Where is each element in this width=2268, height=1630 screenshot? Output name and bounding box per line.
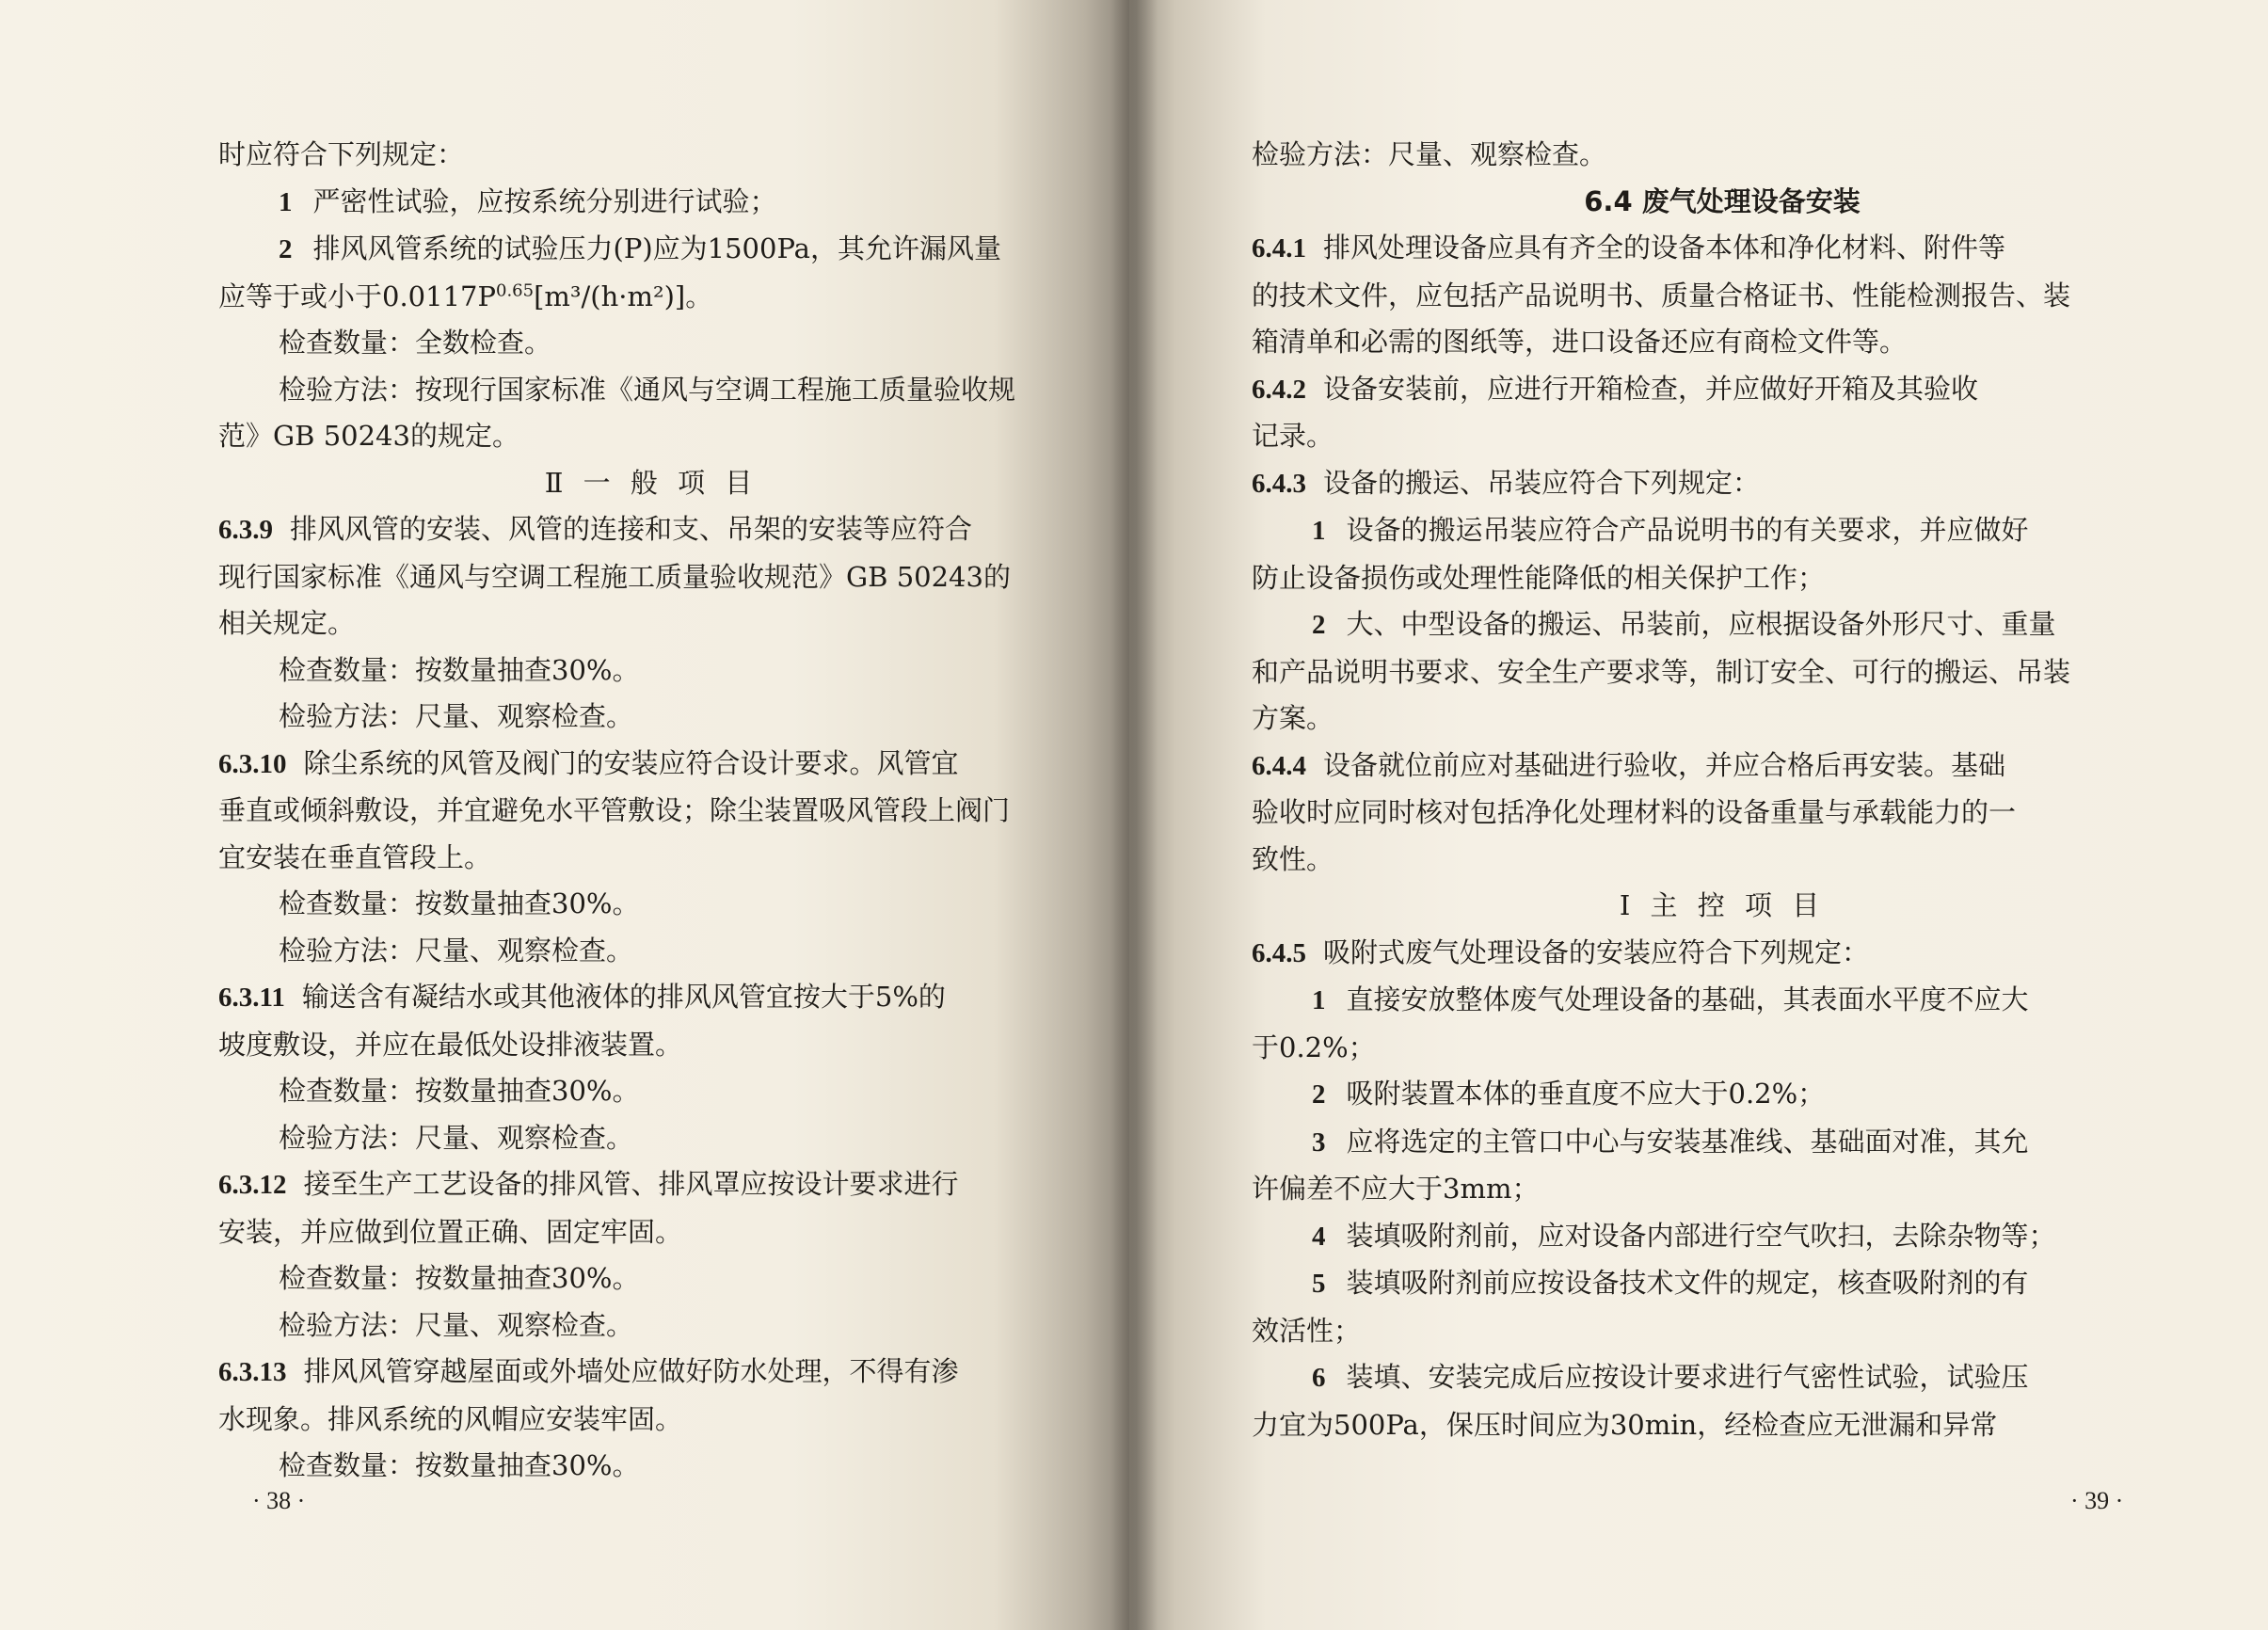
line-text: 现行国家标准《通风与空调工程施工质量验收规范》GB 50243的 [218, 560, 1011, 593]
line-text: 范》GB 50243的规定。 [218, 420, 519, 452]
line-text: Ⅱ 一 般 项 目 [544, 466, 759, 499]
line-text: 相关规定。 [218, 607, 356, 639]
line-text: 排风风管的安装、风管的连接和支、吊架的安装等应符合 [290, 513, 973, 545]
text-line [1252, 1354, 2193, 1402]
text-line [218, 1443, 1084, 1490]
page-number-left: · 38 · [252, 1487, 306, 1514]
text-line [1252, 1213, 2193, 1261]
text-line [218, 506, 1084, 554]
text-line [218, 1068, 1084, 1115]
line-text: 检查数量：按数量抽查30%。 [279, 1449, 640, 1481]
text-line [1252, 132, 2193, 179]
item-number: 1 [1312, 516, 1326, 546]
text-line [1252, 273, 2193, 320]
line-text: 吸附装置本体的垂直度不应大于0.2%； [1346, 1078, 1826, 1110]
line-text: 检验方法：尺量、观察检查。 [279, 1308, 634, 1341]
text-line [218, 554, 1084, 601]
line-text: 和产品说明书要求、安全生产要求等，制订安全、可行的搬运、吊装 [1252, 655, 2071, 688]
line-text: 的技术文件，应包括产品说明书、质量合格证书、性能检测报告、装 [1252, 279, 2071, 312]
line-text: 致性。 [1252, 842, 1334, 875]
line-text: Ⅰ 主 控 项 目 [1619, 889, 1826, 921]
subsection-heading [218, 460, 1084, 507]
text-line [1252, 1166, 2193, 1213]
line-text: 检查数量：全数检查。 [279, 327, 552, 359]
line-text: 设备安装前，应进行开箱检查，并应做好开箱及其验收 [1323, 372, 1979, 405]
item-number: 2 [279, 234, 293, 264]
text-line [218, 1115, 1084, 1162]
line-text: 设备的搬运、吊装应符合下列规定： [1323, 466, 1761, 499]
text-line [218, 179, 1084, 227]
line-text: 大、中型设备的搬运、吊装前，应根据设备外形尺寸、重量 [1346, 608, 2056, 640]
text-line [1252, 1025, 2193, 1072]
item-number: 1 [1312, 985, 1326, 1015]
line-text: 应等于或小于0.0117P [218, 280, 496, 312]
line-text: 验收时应同时核对包括净化处理材料的设备重量与承载能力的一 [1252, 796, 2017, 828]
line-text: 于0.2%； [1252, 1031, 1376, 1063]
text-line [218, 694, 1084, 741]
text-line [218, 1255, 1084, 1302]
text-line [218, 881, 1084, 928]
line-text: 记录。 [1252, 420, 1334, 452]
line-text: 排风处理设备应具有齐全的设备本体和净化材料、附件等 [1323, 232, 2006, 264]
text-line [1252, 930, 2193, 978]
clause-number: 6.4.5 [1252, 937, 1306, 968]
text-line [218, 788, 1084, 835]
text-line [218, 1022, 1084, 1069]
line-text: 方案。 [1252, 702, 1334, 734]
text-line [1252, 366, 2193, 414]
item-number: 1 [279, 186, 293, 217]
text-line [1252, 695, 2193, 743]
line-text: 排风风管穿越屋面或外墙处应做好防水处理，不得有渗 [303, 1355, 959, 1387]
text-line [1252, 743, 2193, 791]
text-line [1252, 1119, 2193, 1167]
clause-number: 6.3.9 [218, 515, 273, 545]
line-text: 严密性试验，应按系统分别进行试验； [312, 184, 777, 217]
text-line [1252, 319, 2193, 366]
line-text: 直接安放整体废气处理设备的基础，其表面水平度不应大 [1346, 983, 2029, 1015]
text-line [1252, 790, 2193, 837]
text-line [1252, 413, 2193, 460]
line-text: 6.4 废气处理设备安装 [1584, 184, 1861, 217]
text-line [1252, 507, 2193, 555]
text-line [218, 741, 1084, 789]
line-text: 装填吸附剂前应按设备技术文件的规定，核查吸附剂的有 [1346, 1267, 2029, 1299]
line-text: 设备的搬运吊装应符合产品说明书的有关要求，并应做好 [1346, 514, 2029, 546]
line-text: 检验方法：尺量、观察检查。 [279, 1121, 634, 1154]
line-text: 力宜为500Pa，保压时间应为30min，经检查应无泄漏和异常 [1252, 1408, 1998, 1441]
text-line [218, 1397, 1084, 1444]
text-line [218, 974, 1084, 1022]
line-text: 时应符合下列规定： [218, 138, 465, 170]
line-text-continued: [m³/(h·m²)]。 [534, 280, 713, 312]
line-text: 检验方法：尺量、观察检查。 [279, 700, 634, 732]
text-column-left [218, 132, 1084, 1490]
line-text: 应将选定的主管口中心与安装基准线、基础面对准，其允 [1346, 1125, 2029, 1158]
line-text: 输送含有凝结水或其他液体的排风风管宜按大于5%的 [301, 981, 946, 1013]
line-text: 箱清单和必需的图纸等，进口设备还应有商检文件等。 [1252, 326, 1908, 358]
text-line [1252, 649, 2193, 696]
text-line [1252, 460, 2193, 508]
text-line [218, 320, 1084, 367]
item-number: 2 [1312, 610, 1326, 640]
line-text: 除尘系统的风管及阀门的安装应符合设计要求。风管宜 [303, 746, 959, 779]
text-line [218, 647, 1084, 695]
clause-number: 6.3.12 [218, 1170, 287, 1200]
text-line [1252, 1308, 2193, 1355]
item-number: 6 [1312, 1363, 1326, 1393]
clause-number: 6.4.1 [1252, 233, 1306, 264]
section-title [1252, 179, 2193, 226]
line-text: 装填、安装完成后应按设计要求进行气密性试验，试验压 [1346, 1361, 2029, 1393]
text-line [218, 1209, 1084, 1256]
text-line [218, 928, 1084, 975]
text-line [218, 274, 1084, 321]
text-line [218, 600, 1084, 647]
line-text: 检查数量：按数量抽查30%。 [279, 887, 640, 919]
clause-number: 6.3.13 [218, 1357, 287, 1387]
text-line [1252, 601, 2193, 649]
line-text: 排风风管系统的试验压力(P)应为1500Pa，其允许漏风量 [312, 232, 1001, 264]
line-text: 水现象。排风系统的风帽应安装牢固。 [218, 1402, 683, 1435]
line-text: 效活性； [1252, 1314, 1362, 1347]
text-line [218, 835, 1084, 882]
line-text: 安装，并应做到位置正确、固定牢固。 [218, 1215, 683, 1248]
text-line [218, 226, 1084, 274]
text-line [1252, 225, 2193, 273]
text-line [1252, 1402, 2193, 1449]
item-number: 5 [1312, 1269, 1326, 1299]
text-line [218, 1349, 1084, 1397]
text-line [1252, 977, 2193, 1025]
line-text: 坡度敷设，并应在最低处设排液装置。 [218, 1028, 683, 1061]
line-text: 检查数量：按数量抽查30%。 [279, 1075, 640, 1107]
line-text: 接至生产工艺设备的排风管、排风罩应按设计要求进行 [303, 1168, 959, 1200]
line-text: 吸附式废气处理设备的安装应符合下列规定： [1323, 935, 1870, 968]
text-line [1252, 1260, 2193, 1308]
line-text: 检查数量：按数量抽查30%。 [279, 1262, 640, 1294]
line-text: 检验方法：尺量、观察检查。 [1252, 138, 1607, 170]
line-text: 装填吸附剂前，应对设备内部进行空气吹扫，去除杂物等； [1346, 1219, 2056, 1252]
page-left [0, 0, 1129, 1630]
item-number: 3 [1312, 1127, 1326, 1158]
text-line [1252, 837, 2193, 884]
clause-number: 6.4.2 [1252, 374, 1306, 405]
line-text: 许偏差不应大于3mm； [1252, 1173, 1540, 1205]
item-number: 4 [1312, 1221, 1326, 1252]
page-right [1129, 0, 2268, 1630]
line-text: 检查数量：按数量抽查30%。 [279, 653, 640, 686]
item-number: 2 [1312, 1079, 1326, 1110]
text-line [1252, 555, 2193, 602]
text-line [218, 132, 1084, 179]
subsection-heading [1252, 883, 2193, 930]
line-text: 宜安装在垂直管段上。 [218, 840, 492, 873]
line-text: 检验方法：按现行国家标准《通风与空调工程施工质量验收规 [279, 373, 1016, 406]
clause-number: 6.3.10 [218, 748, 287, 779]
text-line [218, 1302, 1084, 1350]
clause-number: 6.4.3 [1252, 468, 1306, 499]
line-text: 防止设备损伤或处理性能降低的相关保护工作； [1252, 561, 1826, 594]
text-line [1252, 1071, 2193, 1119]
text-line [218, 1161, 1084, 1209]
page-number-right: · 39 · [2070, 1487, 2124, 1514]
book-gutter [1110, 0, 1158, 1630]
line-text: 设备就位前应对基础进行验收，并应合格后再安装。基础 [1323, 748, 2006, 781]
line-text: 垂直或倾斜敷设，并宜避免水平管敷设；除尘装置吸风管段上阀门 [218, 794, 1011, 826]
text-line [218, 367, 1084, 414]
clause-number: 6.3.11 [218, 983, 285, 1013]
clause-number: 6.4.4 [1252, 750, 1306, 781]
exponent: 0.65 [496, 280, 535, 300]
text-line [218, 413, 1084, 460]
text-column-right [1252, 132, 2193, 1448]
line-text: 检验方法：尺量、观察检查。 [279, 934, 634, 967]
